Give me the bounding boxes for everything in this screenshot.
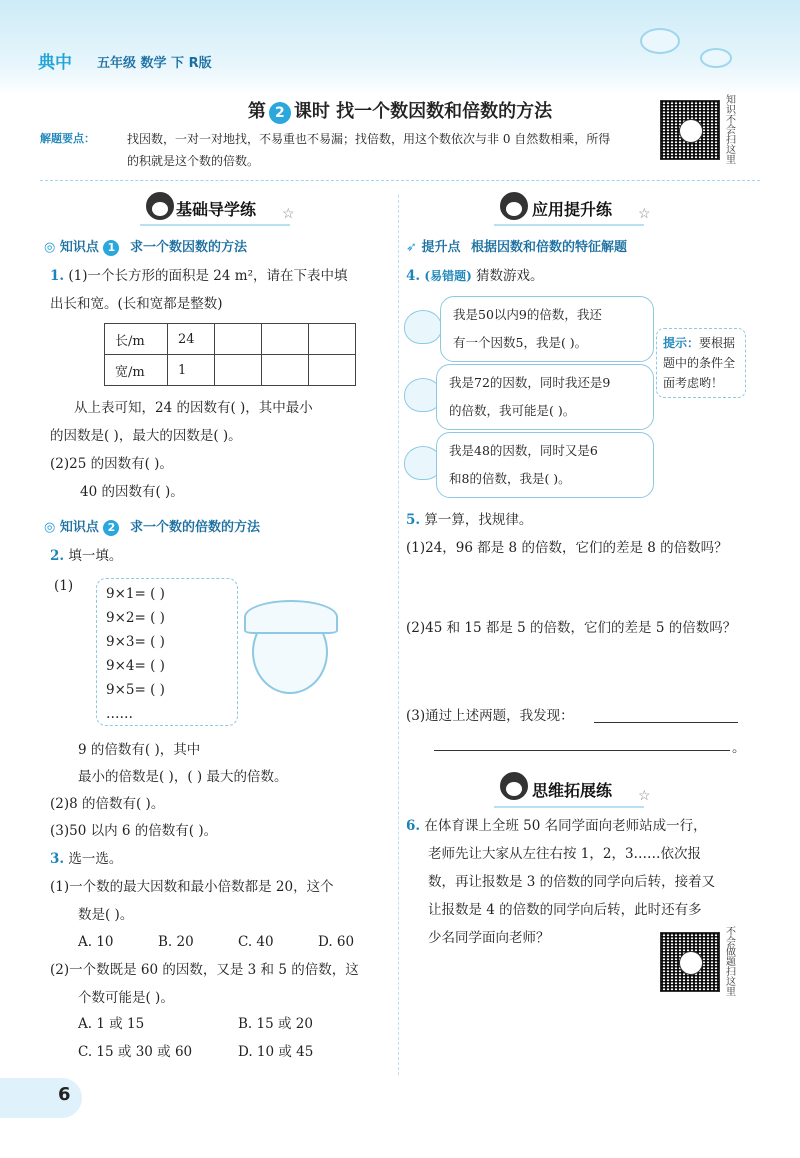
tips-divider bbox=[40, 180, 760, 181]
question-line: 老师先让大家从左往右按 1，2，3……依次报 bbox=[428, 846, 702, 862]
kp-label: 提升点 bbox=[421, 240, 461, 255]
question-line: (2)45 和 15 都是 5 的倍数，它们的差是 5 的倍数吗？ bbox=[406, 620, 737, 636]
mascot-icon bbox=[146, 192, 174, 220]
question-line: 从上表可知，24 的因数有( )，其中最小 bbox=[74, 400, 313, 416]
improvement-point bbox=[406, 236, 627, 255]
tips-line: 的积就是这个数的倍数。 bbox=[127, 154, 260, 168]
question-line: 少名同学面向老师？ bbox=[428, 930, 550, 946]
option-d[interactable]: D. 10 或 45 bbox=[238, 1044, 314, 1060]
kp-number: 1 bbox=[103, 240, 119, 256]
qr-code-icon[interactable] bbox=[660, 932, 720, 992]
question-number: 6. bbox=[406, 818, 421, 834]
table-header-length: 长/m bbox=[105, 324, 168, 355]
multiplication-row: …… bbox=[106, 706, 133, 722]
qr-caption: 不会做题扫这里 bbox=[726, 927, 736, 998]
question-line: (1)24，96 都是 8 的倍数，它们的差是 8 的倍数吗？ bbox=[406, 540, 728, 556]
question-line bbox=[406, 264, 544, 288]
question-line bbox=[50, 544, 122, 568]
section-underline bbox=[494, 224, 644, 226]
bubble-line[interactable]: 和8的倍数，我是( )。 bbox=[449, 471, 571, 486]
section-title-application: 应用提升练 bbox=[532, 200, 613, 219]
question-subnumber: (1) bbox=[54, 578, 74, 594]
table-cell[interactable] bbox=[309, 324, 356, 355]
kp-title: 求一个数的倍数的方法 bbox=[129, 520, 260, 535]
question-line: 让报数是 4 的倍数的同学向后转，此时还有多 bbox=[428, 902, 702, 918]
table-cell[interactable] bbox=[215, 355, 262, 386]
error-prone-tag: (易错题) bbox=[424, 269, 472, 283]
question-line: 数，再让报数是 3 的倍数的同学向后转，接着又 bbox=[428, 874, 716, 890]
header-band bbox=[0, 0, 800, 95]
knowledge-point-2 bbox=[44, 516, 260, 536]
lesson-title-text: 课时 找一个数因数和倍数的方法 bbox=[293, 101, 553, 122]
question-line: (2)25 的因数有( )。 bbox=[50, 456, 173, 472]
table-cell[interactable]: 24 bbox=[168, 324, 215, 355]
knowledge-point-1 bbox=[44, 236, 247, 256]
question-number: 2. bbox=[50, 548, 65, 564]
kp-label: 知识点 bbox=[59, 520, 99, 535]
brand-logo: 典中 bbox=[38, 53, 72, 73]
mascot-icon bbox=[500, 772, 528, 800]
lesson-number-badge: 2 bbox=[269, 102, 291, 124]
question-line: 最小的倍数是( )，( ) 最大的倍数。 bbox=[78, 769, 288, 785]
table-cell[interactable]: 1 bbox=[168, 355, 215, 386]
question-line: 数是( )。 bbox=[78, 907, 134, 923]
kp-number: 2 bbox=[103, 520, 119, 536]
multiplication-row[interactable]: 9×1= ( ) bbox=[106, 586, 165, 602]
bubble-line[interactable]: 的倍数，我可能是( )。 bbox=[449, 403, 576, 418]
section-underline bbox=[140, 224, 290, 226]
qr-code-icon[interactable] bbox=[660, 100, 720, 160]
table-row bbox=[105, 324, 356, 355]
rocket-icon: ➶ bbox=[406, 240, 417, 255]
question-text: 猜数游戏。 bbox=[476, 268, 544, 284]
question-line bbox=[406, 508, 532, 532]
section-title-thinking: 思维拓展练 bbox=[532, 781, 613, 800]
tips-line: 找因数，一对一对地找，不易重也不易漏；找倍数，用这个数依次与非 0 自然数相乘，所得 bbox=[127, 132, 611, 146]
question-line: 个数可能是( )。 bbox=[78, 990, 174, 1006]
question-line: 40 的因数有( )。 bbox=[80, 484, 184, 500]
option-a[interactable]: A. 1 或 15 bbox=[78, 1016, 145, 1032]
question-text: 选一选。 bbox=[68, 851, 123, 867]
qr-avatar-icon bbox=[679, 119, 703, 143]
option-c[interactable]: C. 40 bbox=[238, 934, 274, 950]
mascot-icon bbox=[500, 192, 528, 220]
question-line: 出长和宽。(长和宽都是整数) bbox=[50, 296, 223, 312]
answer-line[interactable] bbox=[594, 722, 738, 723]
option-a[interactable]: A. 10 bbox=[78, 934, 114, 950]
option-c[interactable]: C. 15 或 30 或 60 bbox=[78, 1044, 193, 1060]
table-cell[interactable] bbox=[262, 324, 309, 355]
multiplication-row[interactable]: 9×5= ( ) bbox=[106, 682, 165, 698]
chick-icon bbox=[404, 310, 442, 344]
question-line: (3)50 以内 6 的倍数有( )。 bbox=[50, 823, 218, 839]
question-number: 1. bbox=[50, 268, 65, 284]
question-line bbox=[50, 847, 122, 871]
speech-bubble-2 bbox=[436, 364, 654, 430]
table-cell[interactable] bbox=[309, 355, 356, 386]
question-number: 3. bbox=[50, 851, 65, 867]
table-header-width: 宽/m bbox=[105, 355, 168, 386]
qr-avatar-icon bbox=[679, 951, 703, 975]
tips-label: 解题要点： bbox=[40, 132, 95, 145]
section-title-basic: 基础导学练 bbox=[176, 200, 257, 219]
cloud-decoration bbox=[700, 48, 732, 68]
option-b[interactable]: B. 15 或 20 bbox=[238, 1016, 313, 1032]
bubble-line: 我是48的因数，同时又是6 bbox=[449, 443, 598, 458]
cloud-decoration bbox=[640, 28, 680, 54]
question-line bbox=[406, 814, 707, 838]
kp-title: 求一个数因数的方法 bbox=[129, 240, 247, 255]
hint-box bbox=[656, 328, 746, 398]
page-number: 6 bbox=[58, 1084, 71, 1105]
question-line: (2)8 的倍数有( )。 bbox=[50, 796, 165, 812]
bubble-line: 我是72的因数，同时我还是9 bbox=[449, 375, 611, 390]
grade-subject: 五年级 数学 下 R版 bbox=[97, 56, 212, 71]
hint-label: 提示： bbox=[663, 336, 700, 350]
hint-text: 要根据题中的条件全面考虑哟！ bbox=[663, 336, 736, 390]
dimensions-table bbox=[104, 323, 356, 386]
question-line: 的因数是( )，最大的因数是( )。 bbox=[50, 428, 242, 444]
kp-title: 根据因数和倍数的特征解题 bbox=[470, 240, 627, 255]
qr-caption: 知识不会扫这里 bbox=[726, 95, 736, 166]
option-b[interactable]: B. 20 bbox=[158, 934, 194, 950]
multiplication-row[interactable]: 9×3= ( ) bbox=[106, 634, 165, 650]
period-mark: 。 bbox=[732, 740, 746, 756]
option-d[interactable]: D. 60 bbox=[318, 934, 355, 950]
question-line: (1)一个数的最大因数和最小倍数都是 20，这个 bbox=[50, 879, 334, 895]
leaf-hat-illustration bbox=[244, 600, 338, 634]
multiplication-row[interactable]: 9×4= ( ) bbox=[106, 658, 165, 674]
question-text: 填一填。 bbox=[68, 548, 123, 564]
lesson-prefix: 第 bbox=[247, 101, 266, 122]
question-line: 9 的倍数有( )，其中 bbox=[78, 742, 201, 758]
star-icon: ☆ bbox=[638, 788, 651, 804]
question-line bbox=[50, 264, 348, 288]
question-number: 4. bbox=[406, 268, 421, 284]
section-underline bbox=[494, 806, 644, 808]
column-divider bbox=[398, 195, 399, 1075]
question-line: (3)通过上述两题，我发现： bbox=[406, 708, 574, 724]
answer-line[interactable] bbox=[434, 750, 730, 751]
kp-label: 知识点 bbox=[59, 240, 99, 255]
question-number: 5. bbox=[406, 512, 421, 528]
question-line: (2)一个数既是 60 的因数，又是 3 和 5 的倍数，这 bbox=[50, 962, 359, 978]
table-row bbox=[105, 355, 356, 386]
table-cell[interactable] bbox=[215, 324, 262, 355]
multiplication-row[interactable]: 9×2= ( ) bbox=[106, 610, 165, 626]
bubble-line: 我是50以内9的倍数，我还 bbox=[453, 307, 602, 322]
tips-text bbox=[127, 128, 652, 172]
star-icon: ☆ bbox=[282, 206, 295, 222]
star-icon: ☆ bbox=[638, 206, 651, 222]
question-text: (1)一个长方形的面积是 24 m²，请在下表中填 bbox=[68, 268, 348, 284]
question-text: 算一算，找规律。 bbox=[424, 512, 533, 528]
bubble-line[interactable]: 有一个因数5，我是( )。 bbox=[453, 335, 588, 350]
target-icon: ◎ bbox=[44, 240, 56, 255]
question-text: 在体育课上全班 50 名同学面向老师站成一行， bbox=[424, 818, 707, 834]
speech-bubble-3 bbox=[436, 432, 654, 498]
table-cell[interactable] bbox=[262, 355, 309, 386]
speech-bubble-1 bbox=[440, 296, 654, 362]
target-icon: ◎ bbox=[44, 520, 56, 535]
